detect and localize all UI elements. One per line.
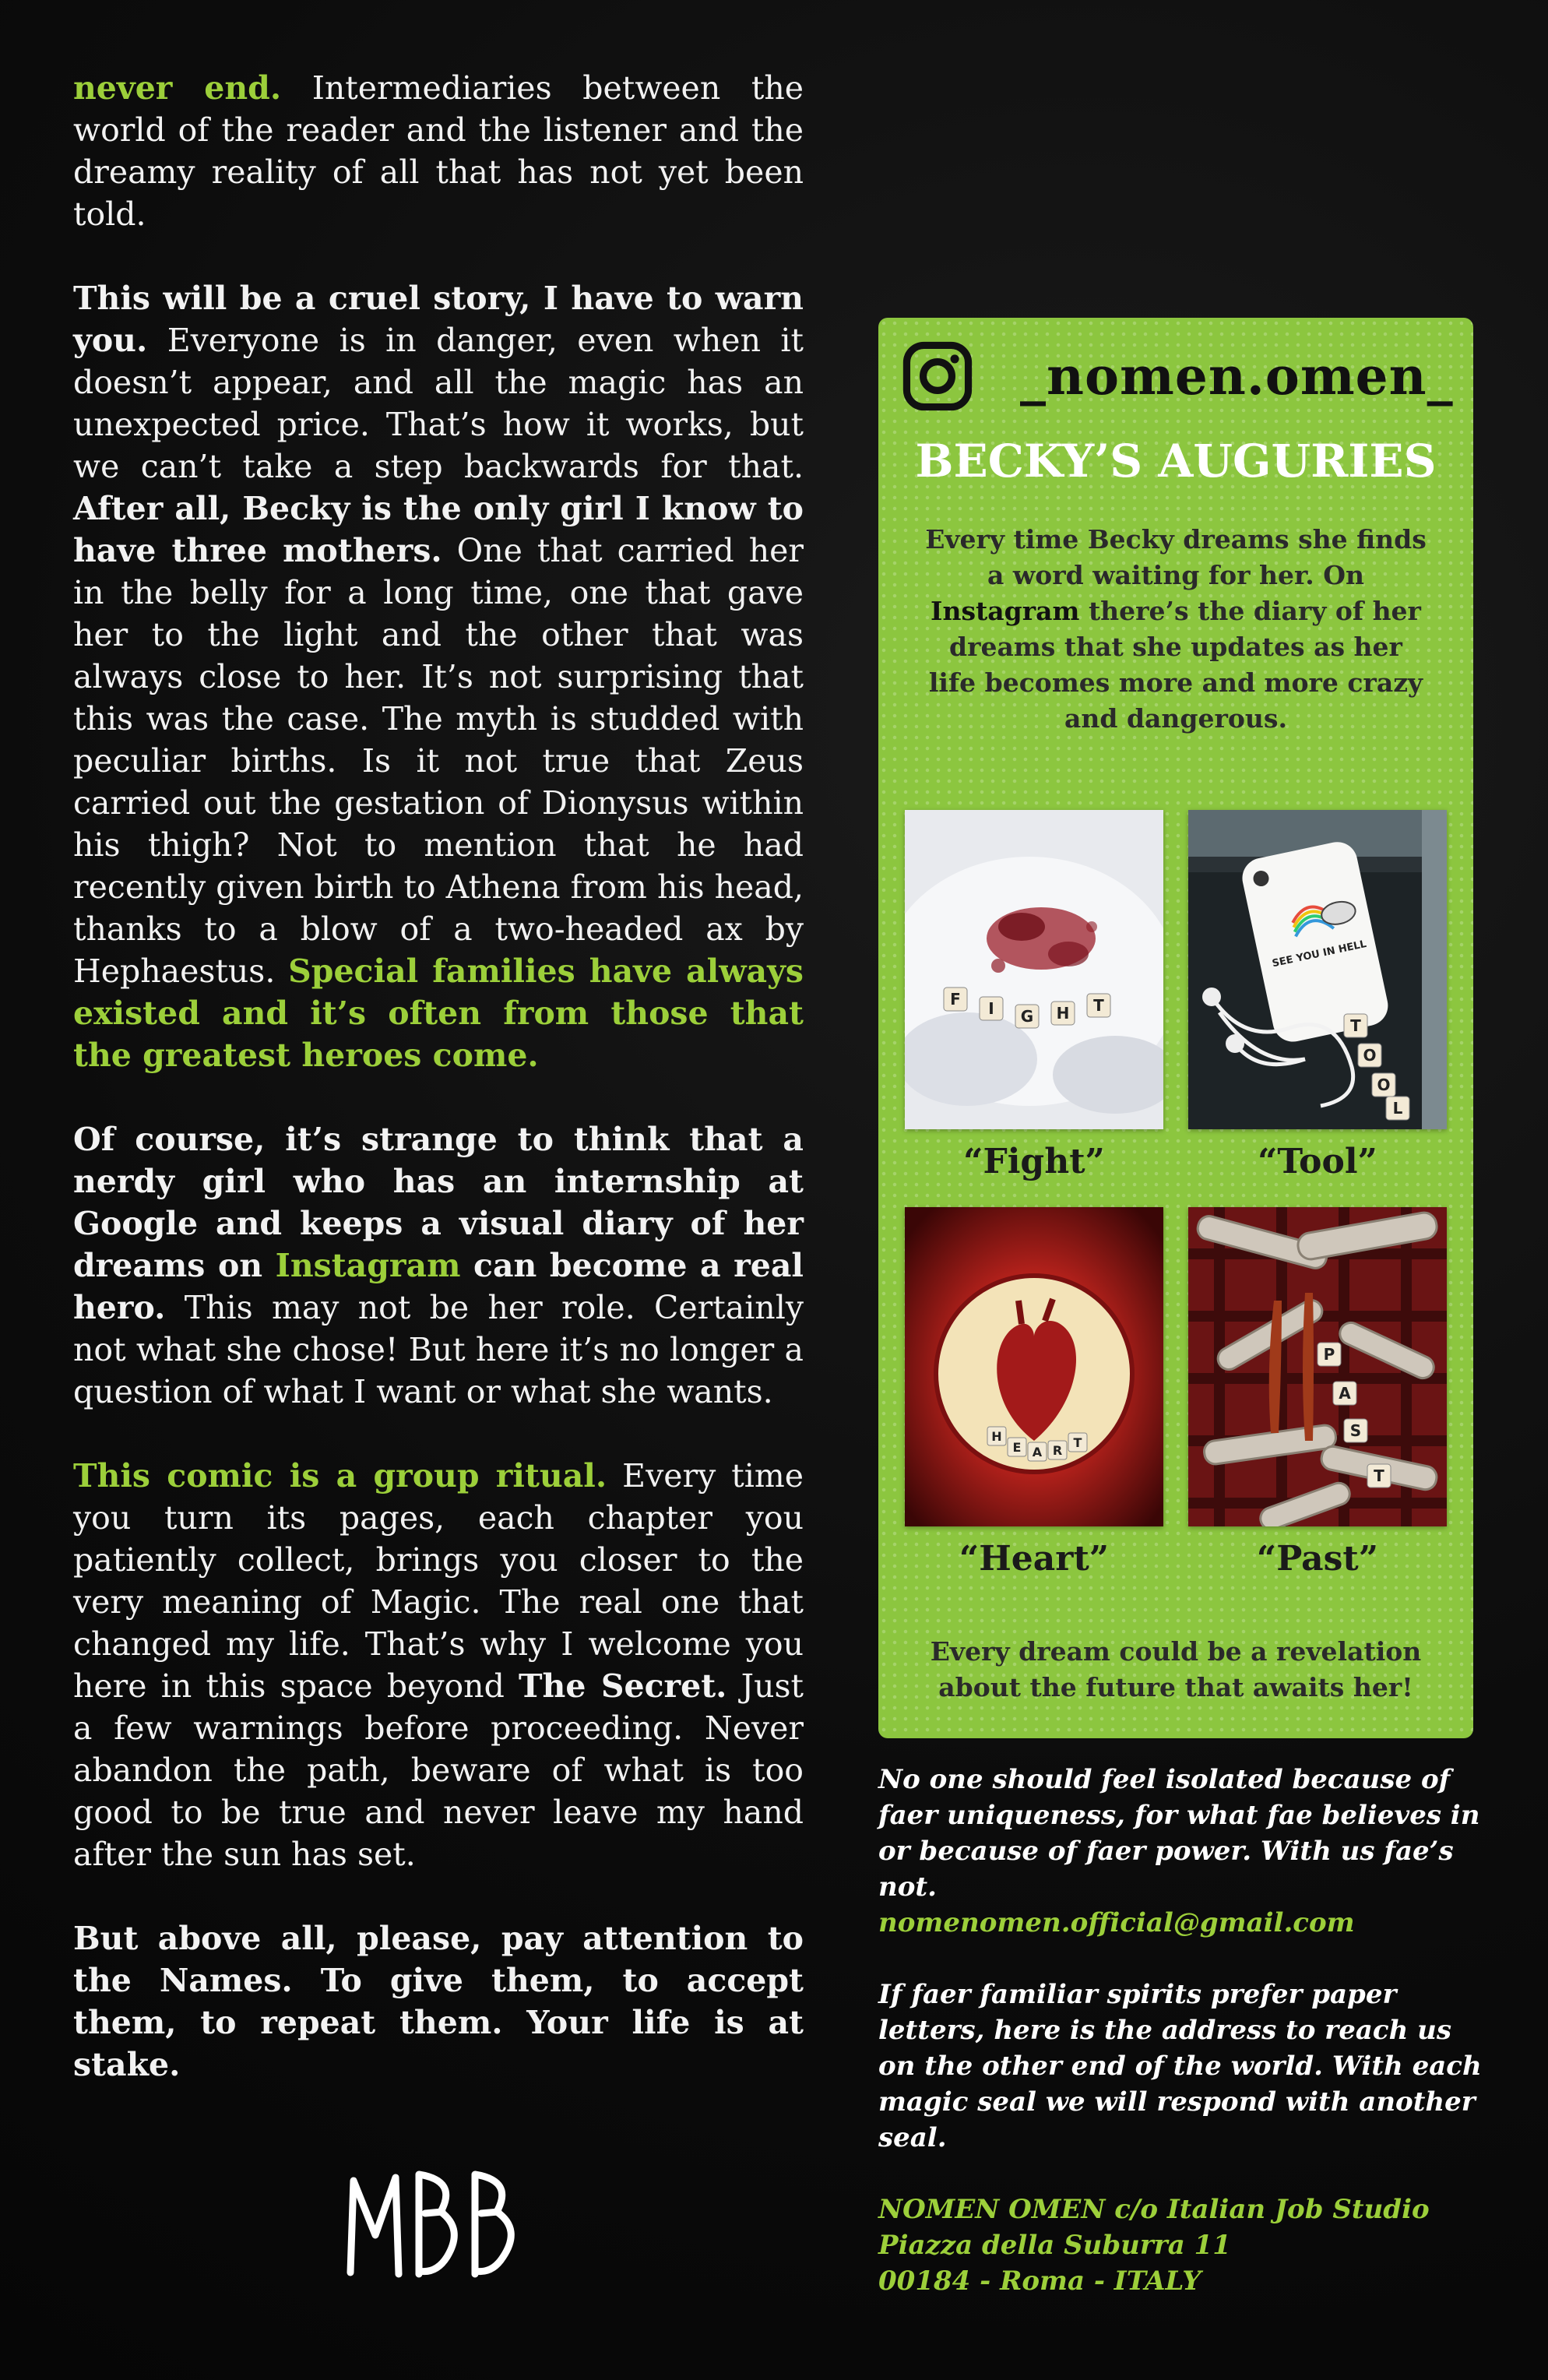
bold-text: can become a real hero. bbox=[73, 1247, 804, 1326]
text: This may not be her role. Certainly not what she chose! But here it’s no longer a question of what I want or what she wants. bbox=[73, 1289, 804, 1410]
contact-text-1 bbox=[878, 1762, 1486, 1941]
instagram-header[interactable] bbox=[902, 341, 1455, 411]
photo-fight bbox=[905, 810, 1163, 1129]
tile-i: I bbox=[988, 999, 994, 1018]
paragraph-1 bbox=[73, 67, 804, 235]
tile-p: P bbox=[1323, 1345, 1335, 1364]
tile-t: T bbox=[1350, 1016, 1361, 1035]
article-body bbox=[73, 67, 804, 2128]
tile-t: T bbox=[1093, 996, 1104, 1015]
photo-heart bbox=[905, 1207, 1163, 1526]
tile-o: O bbox=[1377, 1076, 1391, 1094]
text: Intermediaries between the world of the reader and the listener and the dreamy reality of all that has not yet been told. bbox=[73, 69, 804, 233]
panel-title: BECKY’S AUGURIES bbox=[915, 435, 1437, 488]
tile-l: L bbox=[1392, 1099, 1403, 1118]
contact-section bbox=[878, 1762, 1486, 2335]
bold-text: Of course, it’s strange to think that a nerdy girl who has an internship at Google and keeps a visual diary of her dreams on bbox=[73, 1121, 804, 1284]
caption-heart: “Heart” bbox=[959, 1539, 1110, 1579]
tile-g: G bbox=[1020, 1007, 1034, 1026]
tile-o: O bbox=[1363, 1046, 1377, 1065]
tile-a: A bbox=[1032, 1445, 1043, 1459]
paragraph-4 bbox=[73, 1455, 804, 1875]
signature-graphic bbox=[341, 2157, 528, 2282]
highlight: never end. bbox=[73, 69, 282, 107]
text: Every time Becky dreams she finds a word waiting for her. On bbox=[925, 524, 1427, 590]
contact-text-2: If faer familiar spirits prefer paper letters, here is the address to reach us on the other end of the world. With each magic seal we will respond with another seal. bbox=[878, 1979, 1482, 2153]
phone-text: SEE YOU IN HELL bbox=[1271, 938, 1368, 970]
highlight: This comic is a group ritual. bbox=[73, 1457, 607, 1495]
instagram-word: Instagram bbox=[931, 596, 1080, 626]
past-image bbox=[1188, 1207, 1447, 1526]
tile-e: E bbox=[1012, 1440, 1022, 1455]
text: there’s the diary of her dreams that she updates as her life becomes more and more crazy and dangerous. bbox=[928, 596, 1423, 734]
caption-tool: “Tool” bbox=[1258, 1142, 1377, 1181]
highlight: Instagram bbox=[275, 1247, 461, 1284]
tile-t: T bbox=[1073, 1435, 1082, 1450]
text: One that carried her in the belly for a long time, one that gave her to the light and the other that was always close to her. It’s not surprising that this was the case. The myth is studded with peculiar births. Is it not true that Zeus carried out the gestation of Dionysus within his thigh? Not to mention that he had recently given birth to Athena from his head, thanks to a blow of a two-headed ax by Hephaestus. bbox=[73, 532, 804, 990]
paragraph-2 bbox=[73, 277, 804, 1076]
bold-text: But above all, please, pay attention to the Names. To give them, to accept them, to repeat them. Your life is at stake. bbox=[73, 1920, 804, 2083]
address-line: 00184 - Roma - ITALY bbox=[878, 2266, 1201, 2297]
tile-a: A bbox=[1339, 1384, 1351, 1403]
tool-image bbox=[1188, 810, 1447, 1129]
instagram-icon[interactable] bbox=[902, 340, 973, 412]
paragraph-3 bbox=[73, 1118, 804, 1413]
caption-fight: “Fight” bbox=[963, 1142, 1105, 1181]
postal-address bbox=[878, 2192, 1486, 2299]
tile-r: R bbox=[1052, 1443, 1063, 1458]
address-line: Piazza della Suburra 11 bbox=[878, 2230, 1231, 2261]
panel-outro: Every dream could be a revelation about the future that awaits her! bbox=[930, 1636, 1422, 1702]
address-line: NOMEN OMEN c/o Italian Job Studio bbox=[878, 2194, 1430, 2225]
fight-image bbox=[905, 810, 1163, 1129]
signature-mbb bbox=[341, 2157, 528, 2282]
text: Everyone is in danger, even when it doesn’t appear, and all the magic has an unexpected price. That’s how it works, but we can’t take a step backwards for that. bbox=[73, 322, 804, 485]
photo-past bbox=[1188, 1207, 1447, 1526]
heart-image bbox=[905, 1207, 1163, 1526]
auguries-panel bbox=[878, 318, 1473, 1738]
photo-tool bbox=[1188, 810, 1447, 1129]
paragraph-5 bbox=[73, 1917, 804, 2086]
panel-intro bbox=[925, 522, 1427, 737]
text: Just a few warnings before proceeding. Never abandon the path, beware of what is too good to be true and never leave my hand after the sun has set. bbox=[73, 1667, 804, 1873]
tile-s: S bbox=[1349, 1421, 1362, 1440]
bold-text: This will be a cruel story, I have to warn you. bbox=[73, 280, 804, 359]
text: No one should feel isolated because of faer uniqueness, for what fae believes in or because of faer power. With us fae’s not. bbox=[878, 1764, 1480, 1903]
text: Every time you turn its pages, each chapter you patiently collect, brings you closer to the very meaning of Magic. The real one that changed my life. That’s why I welcome you here in this space beyond bbox=[73, 1457, 804, 1705]
highlight: Special families have always existed and it’s often from those that the greatest heroes come. bbox=[73, 952, 804, 1074]
caption-past: “Past” bbox=[1256, 1539, 1379, 1579]
instagram-handle[interactable]: _nomen.omen_ bbox=[1020, 346, 1454, 407]
tile-h: H bbox=[991, 1429, 1002, 1444]
tile-h: H bbox=[1056, 1004, 1070, 1023]
tile-t: T bbox=[1374, 1466, 1384, 1485]
email-link[interactable]: nomenomen.official@gmail.com bbox=[878, 1907, 1355, 1938]
bold-text: After all, Becky is the only girl I know to have three mothers. bbox=[73, 490, 804, 569]
bold-text: The Secret. bbox=[519, 1667, 727, 1705]
tile-f: F bbox=[950, 990, 961, 1009]
